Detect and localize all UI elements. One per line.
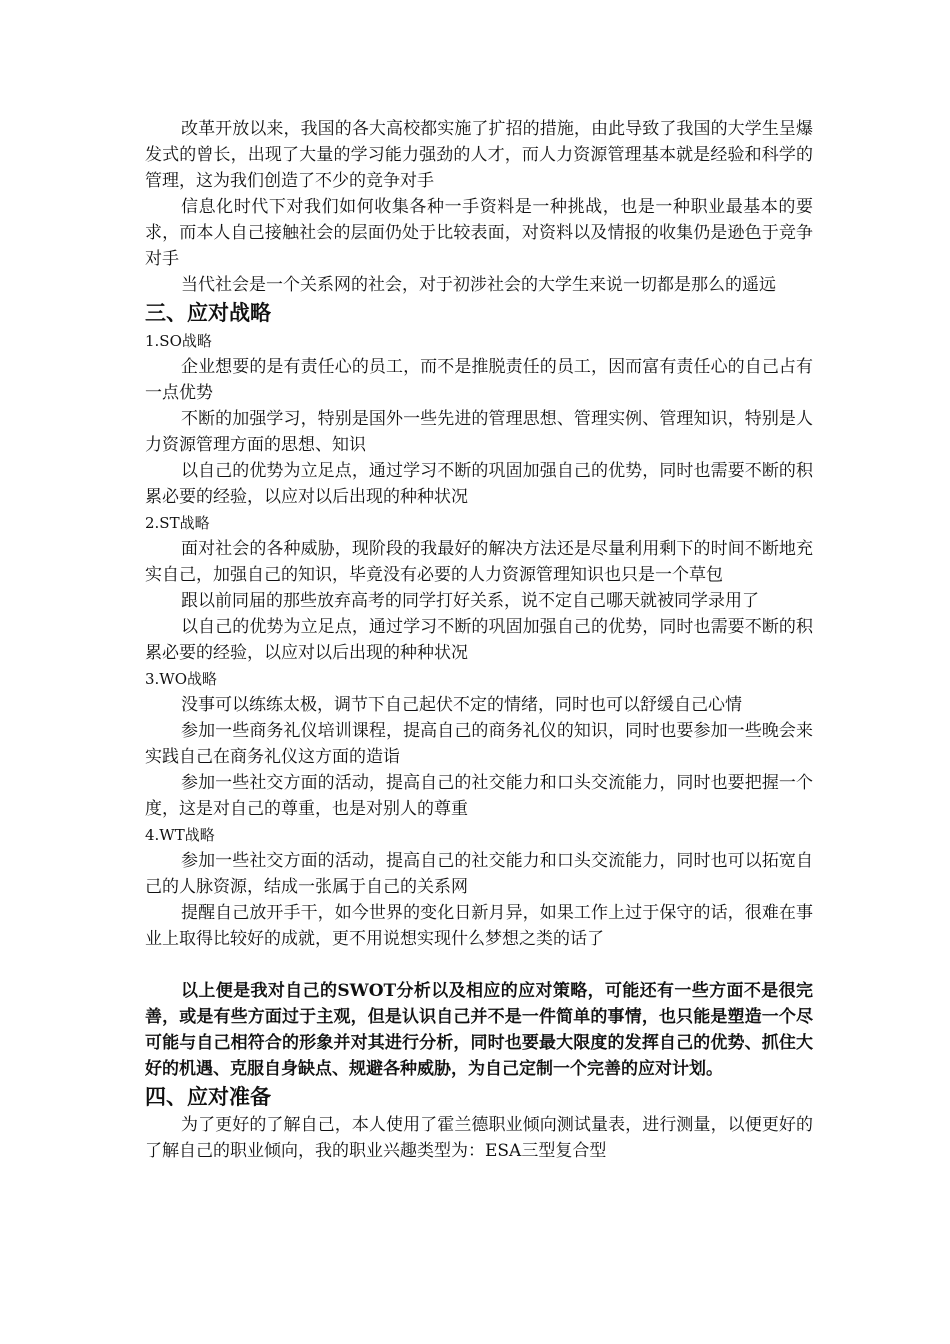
intro-paragraph-3: 当代社会是一个关系网的社会，对于初涉社会的大学生来说一切都是那么的遥远 <box>181 275 776 295</box>
wo-strategy-title: 3.WO战略 <box>145 670 218 688</box>
so-paragraph-2: 不断的加强学习，特别是国外一些先进的管理思想、管理实例、管理知识，特别是人力资源管理方面的思想、知识 <box>145 409 813 455</box>
intro-paragraph-1: 改革开放以来，我国的各大高校都实施了扩招的措施，由此导致了我国的大学生呈爆发式的曾长，出现了大量的学习能力强劲的人才，而人力资源管理基本就是经验和科学的管理，这为我们创造了不少的竞争对手 <box>145 119 813 191</box>
wt-strategy-title: 4.WT战略 <box>145 826 215 844</box>
so-paragraph-3: 以自己的优势为立足点，通过学习不断的巩固加强自己的优势，同时也需要不断的积累必要的经验，以应对以后出现的种种状况 <box>145 461 813 507</box>
section-3-heading: 三、应对战略 <box>145 300 271 325</box>
section-4-heading: 四、应对准备 <box>145 1084 271 1109</box>
document-page <box>145 116 813 1164</box>
so-paragraph-1: 企业想要的是有责任心的员工，而不是推脱责任的员工，因而富有责任心的自己占有一点优势 <box>145 357 813 403</box>
st-paragraph-1: 面对社会的各种威胁，现阶段的我最好的解决方法还是尽量利用剩下的时间不断地充实自己，加强自己的知识，毕竟没有必要的人力资源管理知识也只是一个草包 <box>145 539 813 585</box>
wt-paragraph-2: 提醒自己放开手干，如今世界的变化日新月异，如果工作上过于保守的话，很难在事业上取得比较好的成就，更不用说想实现什么梦想之类的话了 <box>145 903 813 949</box>
wo-paragraph-3: 参加一些社交方面的活动，提高自己的社交能力和口头交流能力，同时也要把握一个度，这是对自己的尊重，也是对别人的尊重 <box>145 773 813 819</box>
summary-paragraph: 以上便是我对自己的SWOT分析以及相应的应对策略，可能还有一些方面不是很完善，或是有些方面过于主观，但是认识自己并不是一件简单的事情，也只能是塑造一个尽可能与自己相符合的形象并对其进行分析，同时也要最大限度的发挥自己的优势、抓住大好的机遇、克服自身缺点、规避各种威胁，为自己定制一个完善的应对计划。 <box>145 981 813 1079</box>
intro-paragraph-2: 信息化时代下对我们如何收集各种一手资料是一种挑战，也是一种职业最基本的要求，而本人自己接触社会的层面仍处于比较表面，对资料以及情报的收集仍是逊色于竞争对手 <box>145 197 813 269</box>
so-strategy-title: 1.SO战略 <box>145 332 212 350</box>
wt-paragraph-1: 参加一些社交方面的活动，提高自己的社交能力和口头交流能力，同时也可以拓宽自己的人脉资源，结成一张属于自己的关系网 <box>145 851 813 897</box>
st-paragraph-3: 以自己的优势为立足点，通过学习不断的巩固加强自己的优势，同时也需要不断的积累必要的经验，以应对以后出现的种种状况 <box>145 617 813 663</box>
wo-paragraph-2: 参加一些商务礼仪培训课程，提高自己的商务礼仪的知识，同时也要参加一些晚会来实践自己在商务礼仪这方面的造诣 <box>145 721 813 767</box>
st-paragraph-2: 跟以前同届的那些放弃高考的同学打好关系，说不定自己哪天就被同学录用了 <box>181 591 759 611</box>
wo-paragraph-1: 没事可以练练太极，调节下自己起伏不定的情绪，同时也可以舒缓自己心情 <box>181 695 742 715</box>
st-strategy-title: 2.ST战略 <box>145 514 210 532</box>
section-4-paragraph-1: 为了更好的了解自己，本人使用了霍兰德职业倾向测试量表，进行测量，以便更好的了解自己的职业倾向，我的职业兴趣类型为：ESA三型复合型 <box>145 1115 813 1161</box>
